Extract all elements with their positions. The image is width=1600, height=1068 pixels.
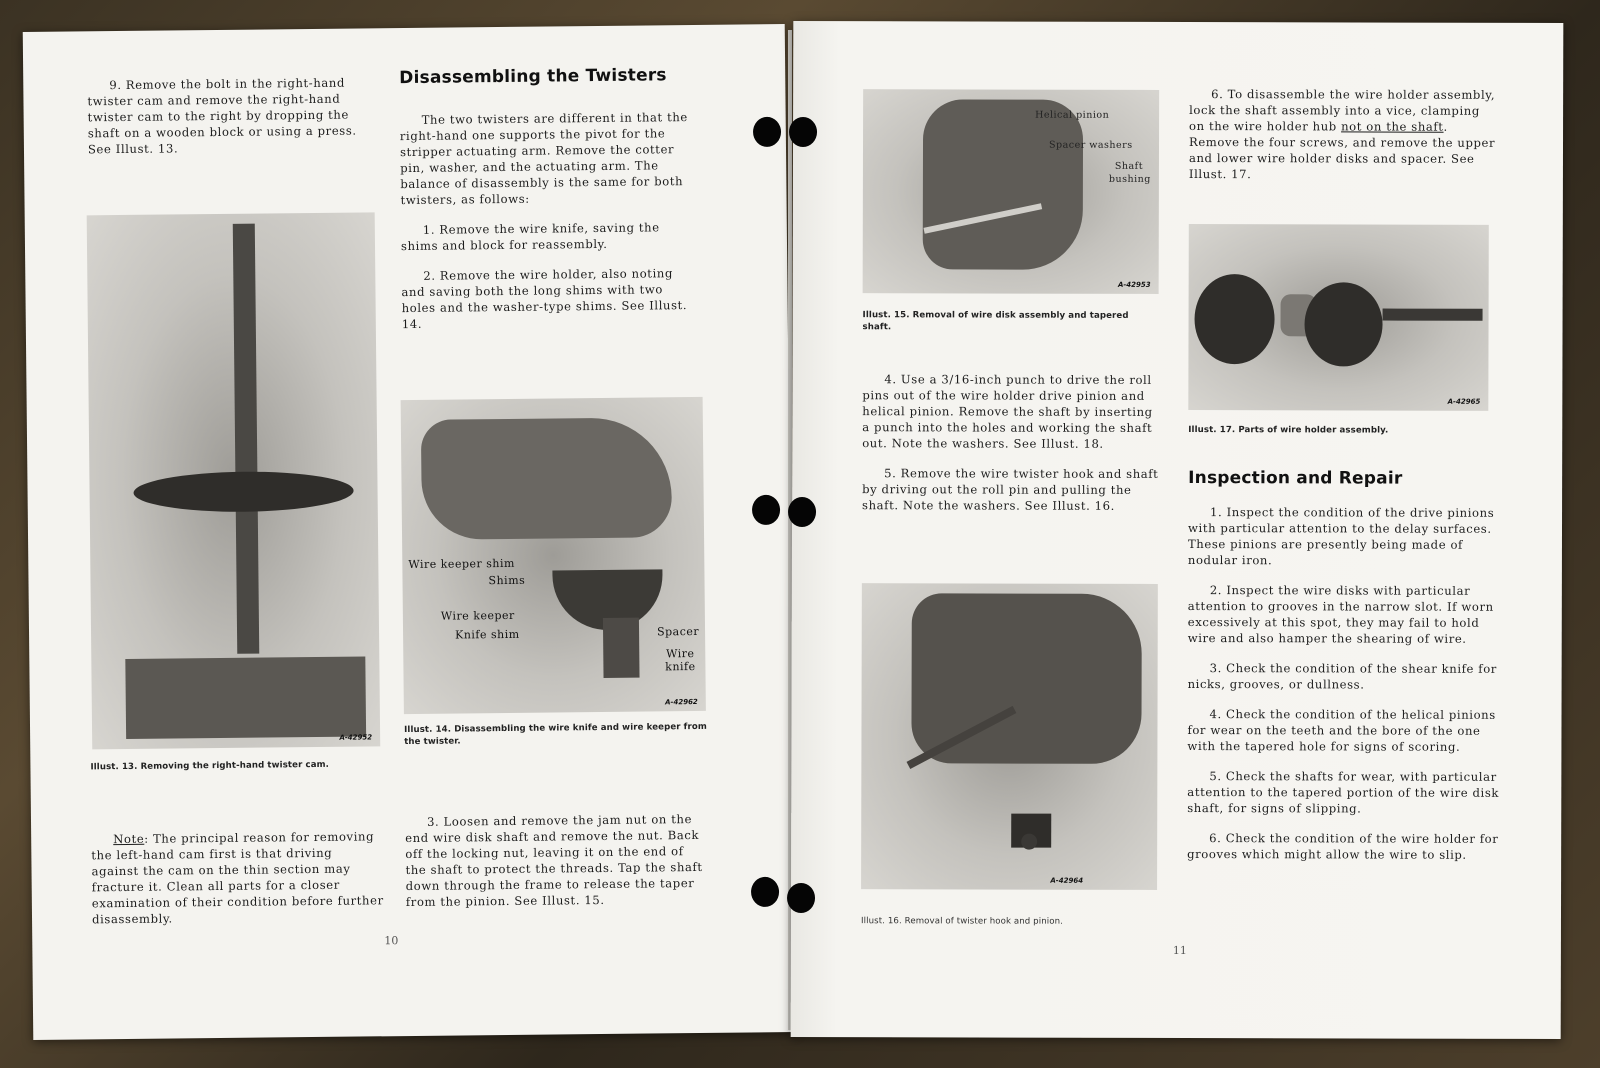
inspect-5: 5. Check the shafts for wear, with particular attention to the tapered portion of the wire disk shaft, for signs of slipping. — [1187, 769, 1500, 816]
inspect-6: 6. Check the condition of the wire holder for grooves which might allow the wire to slip. — [1187, 831, 1499, 862]
label-shaft-bushing: Shaft bushing — [1108, 160, 1151, 185]
frame-shape — [923, 99, 1083, 269]
inspect-1: 1. Inspect the condition of the drive pinions with particular attention to the delay surfaces. These pinions are presently being made of nodular iron. — [1187, 505, 1495, 568]
step-4: 4. Use a 3/16-inch punch to drive the roll pins out of the wire holder drive pinion and helical pinion. Remove the shaft by inserting a punch into the holes and working the shaft out. Note the washers. See Illust. 18. — [862, 372, 1153, 451]
label-wire-keeper: Wire keeper — [440, 608, 515, 623]
step-1: 1. Remove the wire knife, saving the shims and block for reassembly. — [400, 220, 660, 254]
note-paragraph — [91, 828, 384, 927]
note-text: : The principal reason for removing the left-hand cam first is that driving against the cam on the thin section may fracture it. Clean all parts for a closer examination of their condition before further disassembly. — [91, 829, 384, 927]
binding-hole — [753, 117, 781, 147]
shaft-shape — [233, 224, 260, 654]
illust-15-photo — [863, 89, 1160, 294]
illust-14-photo — [401, 397, 706, 714]
washer-shape — [1021, 834, 1037, 850]
step-5: 5. Remove the wire twister hook and shaft by driving out the roll pin and pulling the shaft. Note the washers. See Illust. 16. — [862, 466, 1159, 513]
step-6-emphasis: not on the shaft — [1341, 119, 1444, 134]
illust-15-plate-number: A-42953 — [1117, 280, 1151, 289]
section-title-disassembling: Disassembling the Twisters — [399, 65, 667, 89]
illust-17-photo — [1188, 224, 1488, 411]
note-block — [91, 828, 384, 941]
label-spacer: Spacer — [656, 624, 700, 639]
step-2: 2. Remove the wire holder, also noting and saving both the long shims with two holes and the washer-type shims. See Illust. 14. — [401, 266, 688, 332]
twister-frame-shape — [421, 417, 672, 540]
step-3: 3. Loosen and remove the jam nut on the end wire disk shaft and remove the nut. Back off the locking nut, leaving it on the end of the shaft to protect the threads. Tap the shaft down through the frame to release the taper from the pinion. See Illust. 15. — [405, 812, 703, 910]
illust-17-caption: Illust. 17. Parts of wire holder assembly. — [1188, 425, 1389, 436]
shaft-shape — [1383, 309, 1483, 321]
illust-16-photo — [861, 583, 1158, 890]
step-3-block — [405, 811, 708, 924]
page-number-left: 10 — [384, 934, 399, 948]
illust-16-caption: Illust. 16. Removal of twister hook and pinion. — [860, 916, 1064, 927]
binding-hole — [789, 117, 817, 147]
right-page — [791, 21, 1564, 1039]
step-6-block — [1189, 86, 1499, 197]
label-wire-knife: Wire knife — [665, 647, 696, 674]
label-wire-keeper-shim: Wire keeper shim — [408, 556, 515, 572]
binding-hole — [751, 877, 779, 907]
steps-4-5 — [862, 371, 1162, 528]
step-6-text-b: . Remove the four screws, and remove the upper and lower wire holder disks and spacer. See Illust. 17. — [1188, 119, 1496, 182]
illust-16-plate-number: A-42964 — [1050, 876, 1084, 885]
illust-15-caption: Illust. 15. Removal of wire disk assembly and tapered shaft. — [862, 310, 1129, 333]
label-helical-pinion: Helical pinion — [1035, 109, 1110, 121]
illust-17-plate-number: A-42965 — [1447, 397, 1481, 406]
illust-13-photo — [87, 212, 381, 749]
inspection-column — [1187, 470, 1504, 877]
inspect-2: 2. Inspect the wire disks with particular attention to grooves in the narrow slot. If worn excessively at this spot, they may fail to hold wire and also hamper the shearing of wire. — [1187, 583, 1494, 646]
cam-gear-shape — [133, 471, 353, 513]
upper-disk-shape — [1194, 274, 1274, 364]
label-spacer-washers: Spacer washers — [1048, 139, 1133, 151]
section-title-inspection: Inspection and Repair — [1188, 468, 1403, 489]
wire-knife-shape — [603, 618, 640, 678]
label-shims: Shims — [488, 573, 526, 588]
binding-hole — [752, 495, 780, 525]
step-9: 9. Remove the bolt in the right-hand twister cam and remove the right-hand twister cam to the right by dropping the shaft on a wooden block or using a press. See Illust. 13. — [87, 75, 357, 157]
label-knife-shim: Knife shim — [455, 627, 520, 642]
note-label: Note — [113, 831, 145, 847]
binding-hole — [788, 497, 816, 527]
twister-frame-shape — [911, 593, 1141, 764]
step-6-text-a: 6. To disassemble the wire holder assembly, lock the shaft assembly into a vice, clamping on the wire holder hub — [1189, 87, 1496, 134]
inspect-3: 3. Check the condition of the shear knife for nicks, grooves, or dullness. — [1187, 661, 1497, 692]
illust-13-caption: Illust. 13. Removing the right-hand twister cam. — [90, 759, 330, 773]
inspect-4: 4. Check the condition of the helical pinions for wear on the teeth and the bore of the one with the tapered hole for signs of scoring. — [1187, 707, 1496, 754]
illust-14-plate-number: A-42962 — [665, 697, 698, 707]
left-page — [23, 24, 796, 1040]
intro-paragraph: The two twisters are different in that the right-hand one supports the pivot for the stripper actuating arm. Remove the cotter pin, washer, and the actuating arm. The balance of disassembly is the same for both twisters, as follows: — [399, 110, 688, 208]
binding-hole — [787, 883, 815, 913]
wooden-block-shape — [125, 656, 366, 739]
illust-13-plate-number: A-42952 — [339, 733, 373, 742]
right-column — [399, 67, 700, 346]
page-number-right: 11 — [1172, 943, 1187, 958]
lower-disk-shape — [1304, 282, 1382, 366]
left-column — [87, 74, 376, 171]
step-6 — [1189, 86, 1499, 183]
illust-14-caption: Illust. 14. Disassembling the wire knife and wire keeper from the twister. — [404, 721, 707, 748]
